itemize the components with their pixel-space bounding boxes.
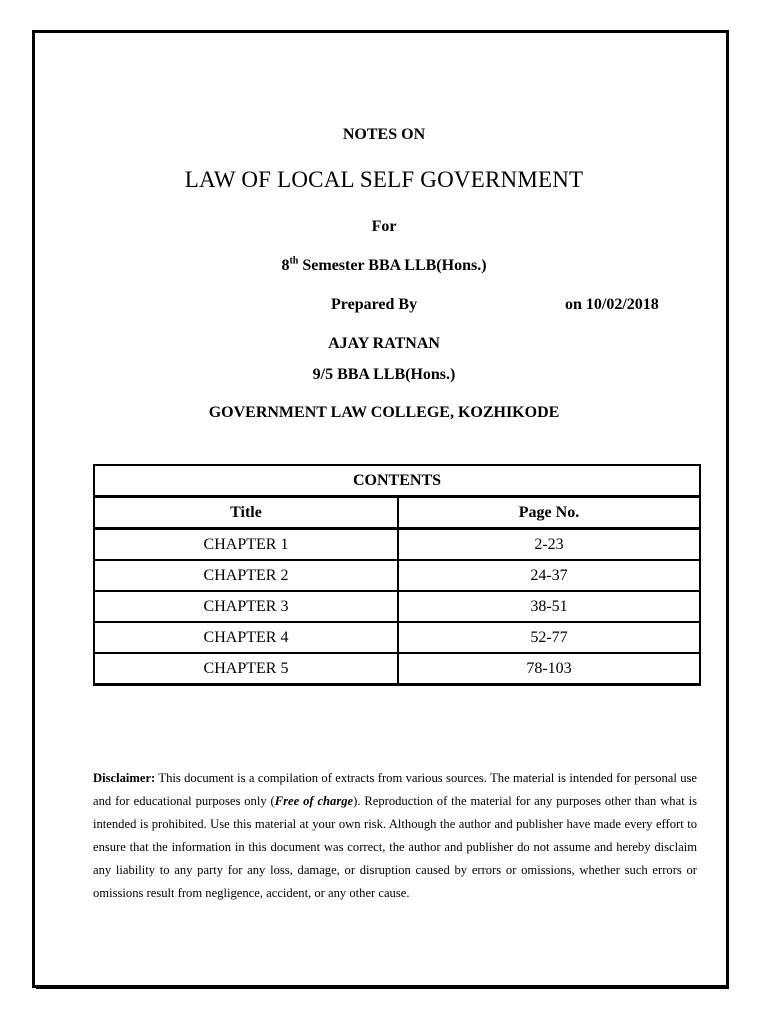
chapter-pages: 2-23 — [398, 529, 700, 561]
disclaimer-paragraph — [93, 767, 697, 905]
semester-suffix: th — [289, 255, 299, 267]
college-name: GOVERNMENT LAW COLLEGE, KOZHIKODE — [208, 404, 560, 421]
table-row — [94, 560, 700, 591]
document-title: LAW OF LOCAL SELF GOVERNMENT — [184, 167, 584, 192]
disclaimer-emphasis: Free of charge — [274, 794, 354, 808]
table-row — [94, 653, 700, 685]
chapter-title: CHAPTER 4 — [94, 622, 398, 653]
chapter-title: CHAPTER 5 — [94, 653, 398, 685]
chapter-pages: 78-103 — [398, 653, 700, 685]
prepared-date: on 10/02/2018 — [565, 296, 659, 313]
semester-line — [0, 257, 768, 275]
author-name: AJAY RATNAN — [328, 335, 440, 352]
for-label: For — [371, 218, 397, 235]
contents-caption: CONTENTS — [94, 465, 700, 497]
disclaimer-label: Disclaimer: — [93, 771, 156, 785]
chapter-pages: 38-51 — [398, 591, 700, 622]
page-border-bottom-rule — [36, 988, 729, 992]
contents-table — [93, 464, 701, 686]
semester-text: Semester BBA LLB(Hons.) — [298, 257, 487, 274]
disclaimer-text-start: This document is a compilation of extracts from various sources. The material is intended for personal use and for educational purposes only ( — [93, 771, 697, 808]
chapter-title: CHAPTER 1 — [94, 529, 398, 561]
column-header-title: Title — [94, 497, 398, 529]
chapter-pages: 52-77 — [398, 622, 700, 653]
table-row — [94, 529, 700, 561]
table-row — [94, 591, 700, 622]
author-class: 9/5 BBA LLB(Hons.) — [312, 366, 456, 383]
prepared-by-label: Prepared By — [331, 296, 418, 313]
chapter-title: CHAPTER 2 — [94, 560, 398, 591]
column-header-page-no: Page No. — [398, 497, 700, 529]
table-row — [94, 622, 700, 653]
notes-on-heading: NOTES ON — [342, 126, 426, 143]
semester-number: 8 — [281, 257, 290, 274]
chapter-pages: 24-37 — [398, 560, 700, 591]
chapter-title: CHAPTER 3 — [94, 591, 398, 622]
disclaimer-text-end: ). Reproduction of the material for any purposes other than what is intended is prohibited. Use this material at your own risk. Although the author and publisher have made every effort to ensure that the information in this document was correct, the author and publisher do not assume and hereby disclaim any liability to any party for any loss, damage, or disruption caused by errors or omissions, whether such errors or omissions result from negligence, accident, or any other cause. — [93, 794, 697, 900]
